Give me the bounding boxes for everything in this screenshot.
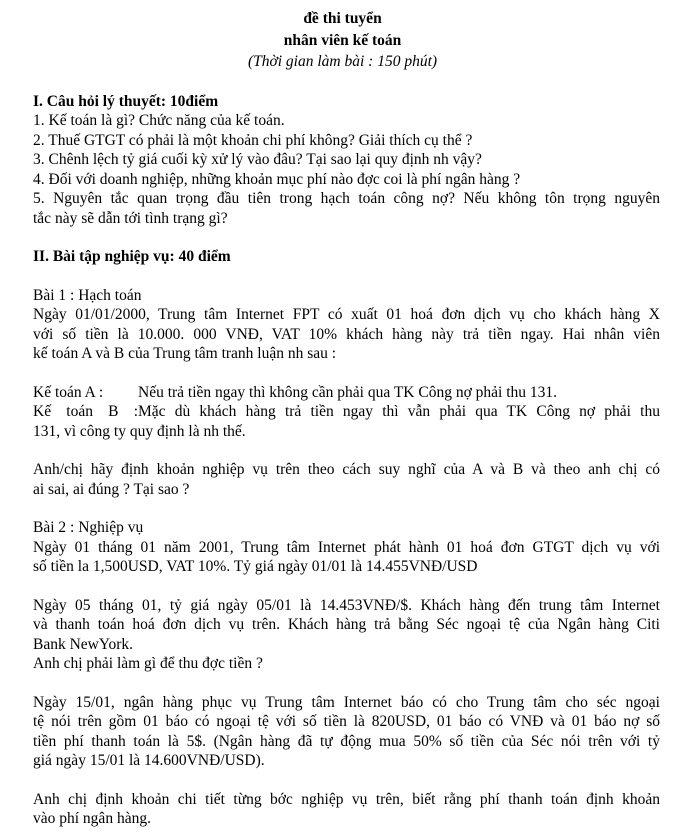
bai2-para4-line1: Anh chị định khoản chi tiết từng bớc nghiệp vụ trên, biết rằng phí thanh toán định khoản [33,791,660,808]
bai1-question-line1: Anh/chị hãy định khoản nghiệp vụ trên theo cách suy nghĩ của A và B và theo anh chị có [33,461,660,478]
bai2-para2-line2: và thanh toán hoá đơn dịch vụ trên. Khách hàng trả bằng Séc ngoại tệ của Ngân hàng Citi [33,616,660,633]
question-4: 4. Đối với doanh nghiệp, những khoản mục phí nào đợc coi là phí ngân hàng ? [33,171,521,188]
section1-heading: I. Câu hỏi lý thuyết: 10điểm [33,93,219,110]
bai1-question-line2: ai sai, ai đúng ? Tại sao ? [33,481,190,498]
bai1-para-line2: với số tiền là 10.000. 000 VNĐ, VAT 10% khách hàng này trả tiền ngay. Hai nhân viên [33,326,660,343]
bai2-para2-line3: Bank NewYork. [33,636,134,653]
exam-title-line1: đề thi tuyển [303,10,382,27]
exam-duration: (Thời gian làm bài : 150 phút) [247,53,438,70]
bai2-para3-line4: giá ngày 15/01 là 14.600VNĐ/USD). [33,752,265,769]
accountant-a-text: Nếu trả tiền ngay thì không cần phải qua TK Công nợ phải thu 131. [138,384,558,401]
bai2-para4-line2: vào phí ngân hàng. [33,810,151,827]
bai2-title: Bài 2 : Nghiệp vụ [33,519,144,536]
bai2-para3-line3: tiền phí thanh toán là 5$. (Ngân hàng đã tự động mua 50% số tiền của Séc nói trên với tỷ [33,733,660,750]
accountant-b-continued: 131, vì công ty quy định là nh thế. [33,423,246,440]
accountant-b-label: Kế toán B : [33,403,138,420]
accountant-a-label: Kế toán A : [33,384,104,401]
bai1-title: Bài 1 : Hạch toán [33,287,142,304]
question-5-line1: 5. Nguyên tắc quan trọng đầu tiên trong hạch toán công nợ? Nếu không tôn trọng nguyên [33,190,660,207]
accountant-b-line [33,402,660,422]
bai1-para-line3: kế toán A và B của Trung tâm tranh luận nh sau : [33,345,337,362]
question-1: 1. Kế toán là gì? Chức năng của kế toán. [33,112,285,129]
bai2-para3-line1: Ngày 15/01, ngân hàng phục vụ Trung tâm Internet báo có cho Trung tâm cho séc ngoại [33,694,660,711]
bai1-para-line1: Ngày 01/01/2000, Trung tâm Internet FPT có xuất 01 hoá đơn dịch vụ cho khách hàng X [33,306,660,323]
exam-title-line2: nhân viên kế toán [283,32,402,49]
accountant-b-text: Mặc dù khách hàng trả tiền ngay thì vẫn phải qua TK Công nợ phải thu [138,403,660,420]
question-2: 2. Thuế GTGT có phải là một khoản chi phí không? Giải thích cụ thể ? [33,132,473,149]
bai2-para3-line2: tệ nói trên gồm 01 báo có ngoại tệ với số tiền là 820USD, 01 báo có VNĐ và 01 báo nợ số [33,713,660,730]
bai2-para2-question: Anh chị phải làm gì để thu đợc tiền ? [33,655,263,672]
section2-heading: II. Bài tập nghiệp vụ: 40 điểm [33,248,231,265]
question-5-line2: tắc này sẽ dẫn tới tình trạng gì? [33,210,228,227]
accountant-a-line [33,383,660,403]
bai2-para1-line2: số tiền la 1,500USD, VAT 10%. Tỷ giá ngày 01/01 là 14.455VNĐ/USD [33,558,478,575]
bai2-para2-line1: Ngày 05 tháng 01, tỷ giá ngày 05/01 là 14.453VNĐ/$. Khách hàng đến trung tâm Internet [33,597,660,614]
question-3: 3. Chênh lệch tỷ giá cuối kỳ xử lý vào đâu? Tại sao lại quy định nh vậy? [33,151,482,168]
bai2-para1-line1: Ngày 01 tháng 01 năm 2001, Trung tâm Internet phát hành 01 hoá đơn GTGT dịch vụ với [33,539,660,556]
